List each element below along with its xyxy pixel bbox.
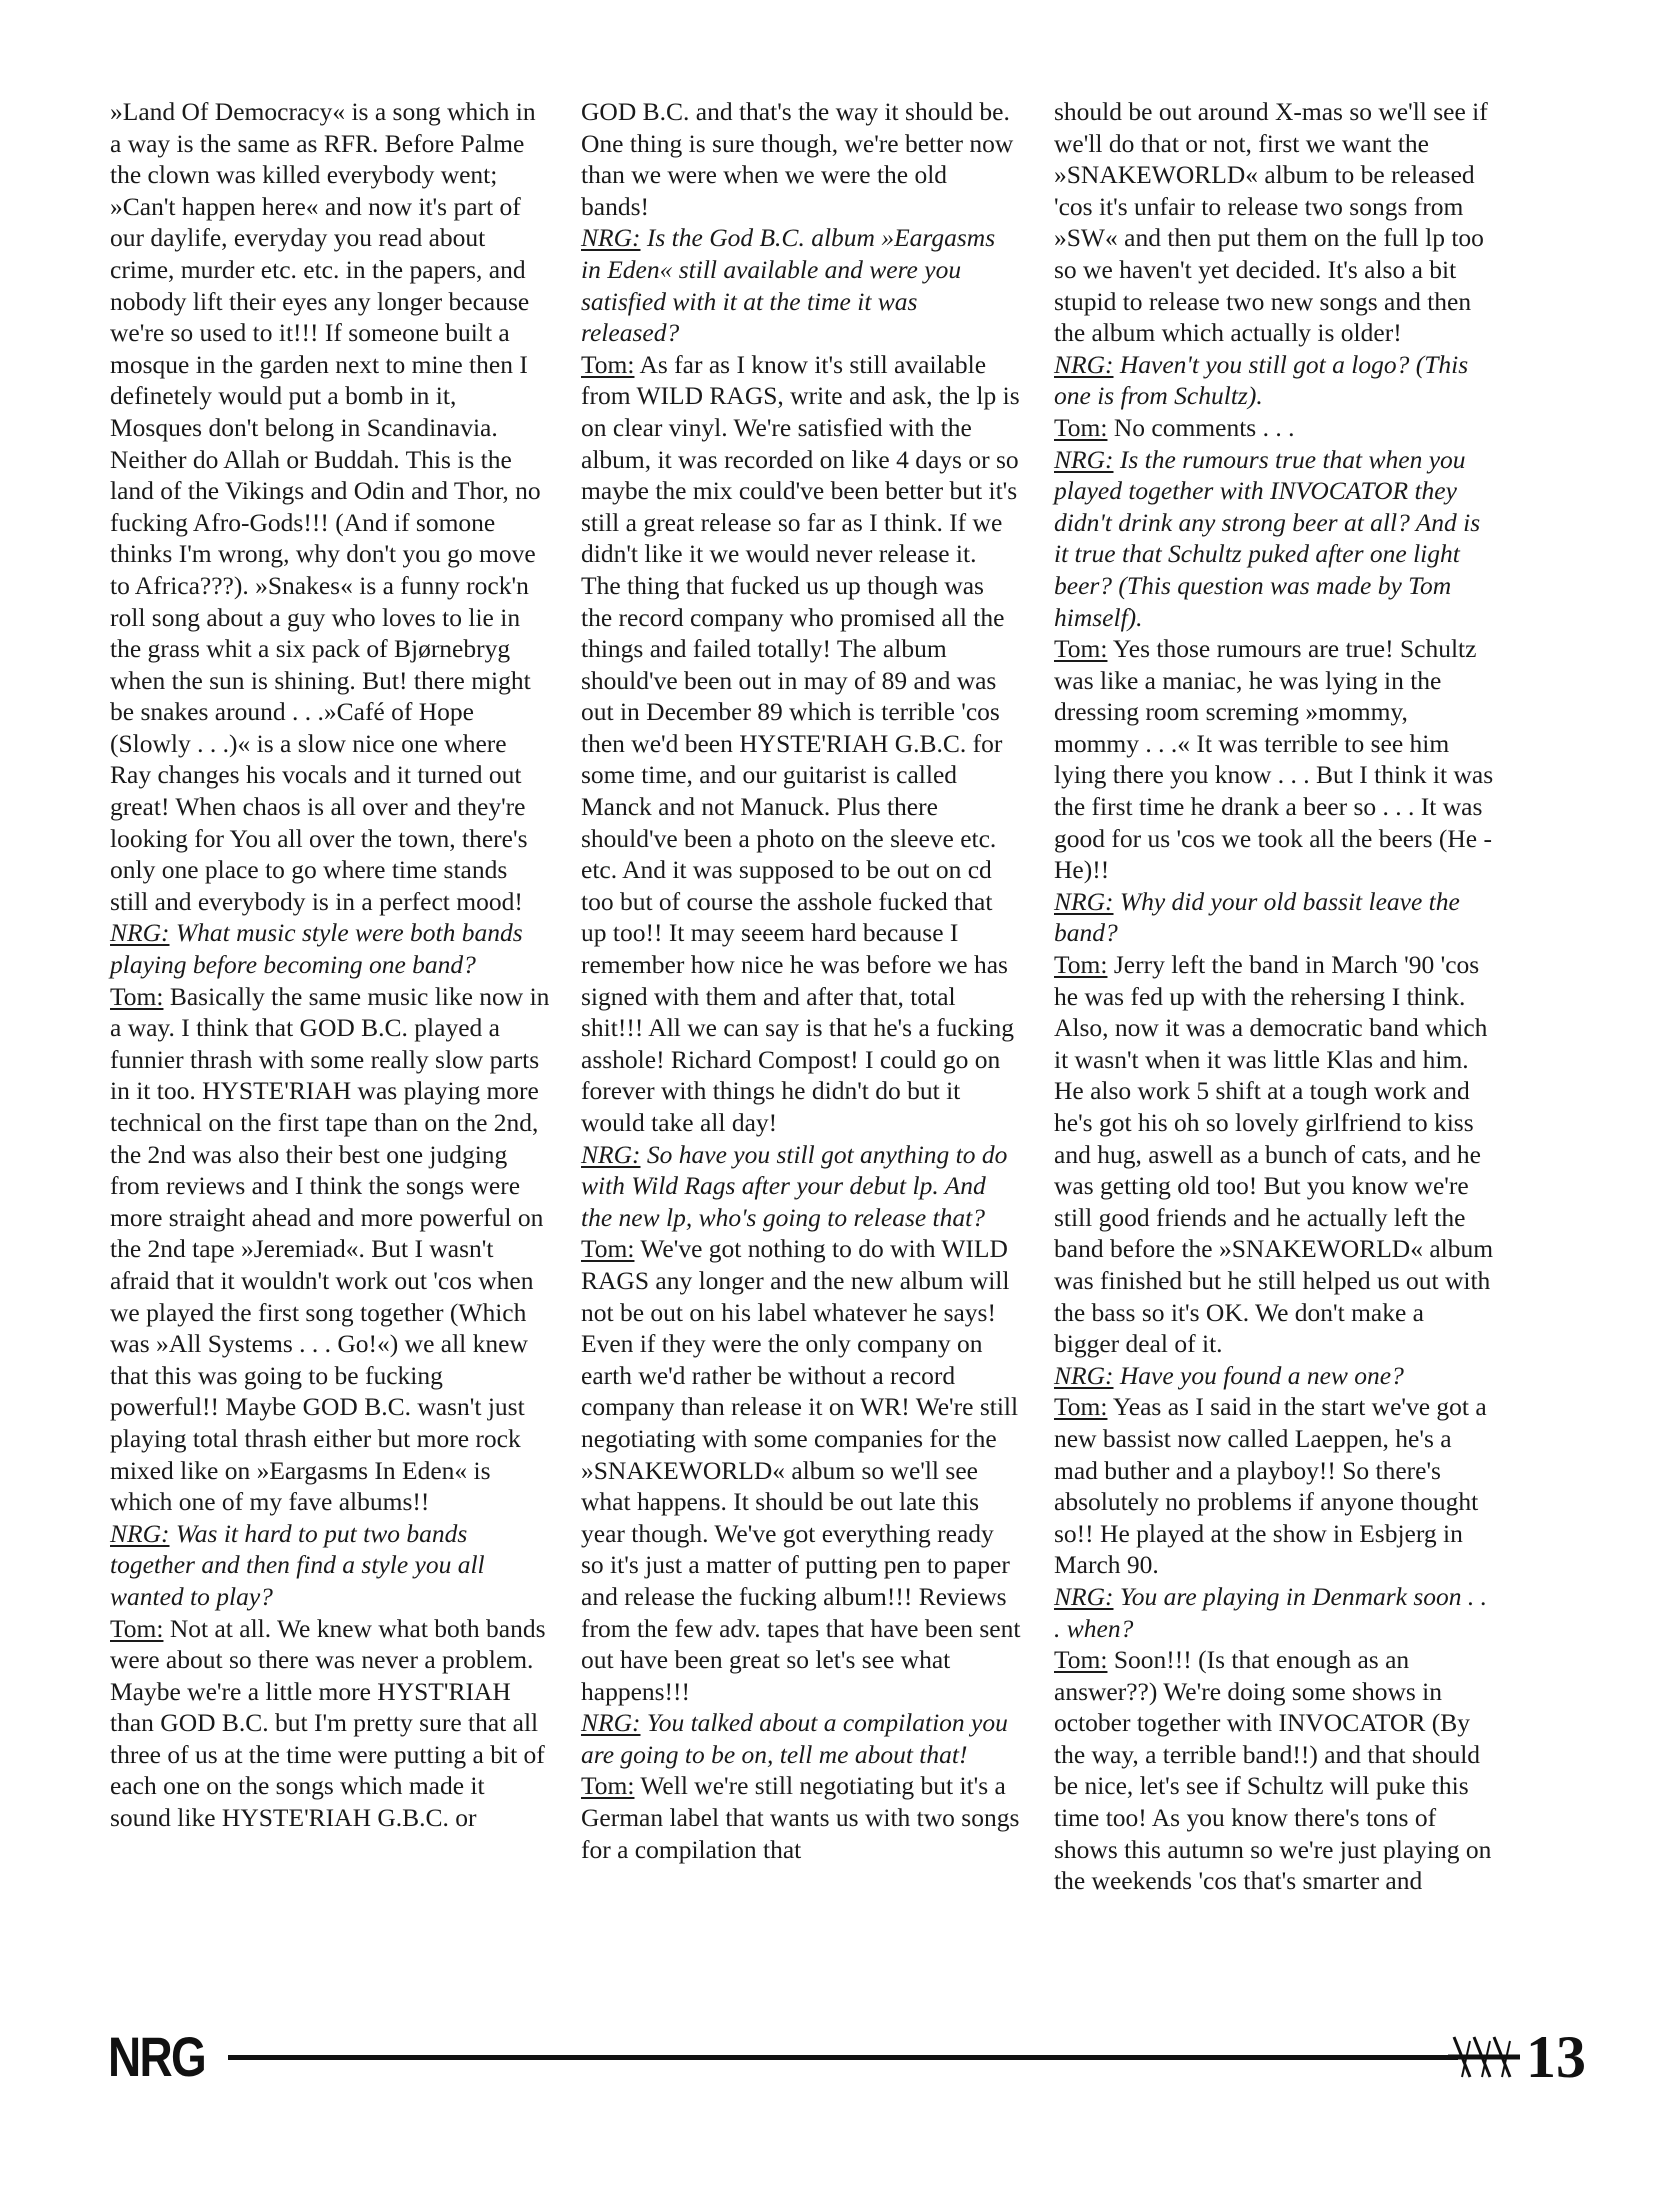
speaker-label: NRG: — [1054, 444, 1114, 474]
triple-x-ornament-icon — [1448, 2031, 1520, 2083]
speaker-label: NRG: — [581, 1139, 641, 1169]
interview-question — [1054, 886, 1494, 949]
question-text: Is the God B.C. album »Eargasms in Eden« still available and were you satisfied with it at the time it was released? — [581, 223, 996, 348]
speaker-label: NRG: — [581, 223, 641, 253]
answer-text: No comments . . . — [1113, 412, 1295, 442]
interview-question — [581, 222, 1021, 348]
question-text: Haven't you still got a logo? (This one is from Schultz). — [1054, 349, 1469, 411]
interview-question — [1054, 1581, 1494, 1644]
interview-answer — [581, 1770, 1021, 1865]
answer-text: Jerry left the band in March '90 'cos he was fed up with the rehersing I think. Also, now it was a democratic band which it wasn't when it was little Klas and him. He also work 5 shift at a tough work and he's got his oh so lovely girlfriend to kiss and hug, aswell as a bunch of cats, and he was getting old too! But you know we're still good friends and he actually left the band before the »SNAKEWORLD« album was finished but he still helped us out with the bass so it's OK. We don't make a bigger deal of it. — [1054, 950, 1494, 1359]
question-text: You are playing in Denmark soon . . . when? — [1054, 1581, 1488, 1643]
speaker-label: Tom: — [1054, 634, 1108, 664]
answer-text: Yeas as I said in the start we've got a new bassist now called Laeppen, he's a mad buther and a playboy!! So there's absolutely no problems if anyone thought so!! He played at the show in Esbjerg in March 90. — [1054, 1392, 1487, 1580]
body-paragraph: GOD B.C. and that's the way it should be. One thing is sure though, we're better now than we were when we were the old bands! — [581, 97, 1014, 221]
answer-text: Yes those rumours are true! Schultz was like a maniac, he was lying in the dressing room screming »mommy, mommy . . .« It was terrible to see him lying there you know . . . But I think it was the first time he drank a beer so . . . It was good for us 'cos we took all the beers (He - He)!! — [1054, 634, 1494, 885]
page-footer — [108, 2025, 1586, 2089]
interview-question — [1054, 349, 1494, 412]
interview-question — [110, 917, 550, 980]
column-3 — [1054, 96, 1494, 1897]
question-text: Was it hard to put two bands together and then find a style you all wanted to play? — [110, 1518, 485, 1611]
speaker-label: Tom: — [581, 1771, 635, 1801]
interview-answer — [581, 1233, 1021, 1707]
column-1 — [110, 96, 550, 1834]
question-text: Have you found a new one? — [1119, 1360, 1404, 1390]
answer-text: Well we're still negotiating but it's a German label that wants us with two songs for a compilation that — [581, 1771, 1020, 1864]
body-paragraph: should be out around X-mas so we'll see if we'll do that or not, first we want the »SNAKEWORLD« album to be released 'cos it's unfair to release two songs from »SW« and then put them on the full lp too so we haven't yet decided. It's also a bit stupid to release two new songs and then the album which actually is older! — [1054, 97, 1488, 348]
answer-text: We've got nothing to do with WILD RAGS any longer and the new album will not be out on his label whatever he says! Even if they were the only company on earth we'd rather be without a record company than release it on WR! We're still negotiating with some companies for the »SNAKEWORLD« album so we'll see what happens. It should be out late this year though. We've got everything ready so it's just a matter of putting pen to paper and release the fucking album!!! Reviews from the few adv. tapes that have been sent out have been great so let's see what happens!!! — [581, 1234, 1021, 1706]
speaker-label: Tom: — [110, 981, 164, 1011]
speaker-label: Tom: — [581, 349, 635, 379]
interview-answer — [1054, 633, 1494, 886]
speaker-label: Tom: — [1054, 1645, 1108, 1675]
speaker-label: NRG: — [1054, 349, 1114, 379]
answer-text: As far as I know it's still available from WILD RAGS, write and ask, the lp is on clear vinyl. We're satisfied with the album, it was recorded on like 4 days or so maybe the mix could've been better but it's still a great release so far as I think. If we didn't like it we would never release it. The thing that fucked us up though was the record company who promised all the things and failed totally! The album should've been out in may of 89 and was out in December 89 which is terrible 'cos then we'd been HYSTE'RIAH G.B.C. for some time, and our guitarist is called Manck and not Manuck. Plus there should've been a photo on the sleeve etc. etc. And it was supposed to be out on cd too but of course the asshole fucked that up too!! It may seeem hard because I remember how nice he was before we has signed with them and after that, total shit!!! All we can say is that he's a fucking asshole! Richard Compost! I could go on forever with things he didn't do but it would take all day! — [581, 349, 1020, 1137]
speaker-label: Tom: — [581, 1234, 635, 1264]
speaker-label: NRG: — [110, 1518, 170, 1548]
interview-question — [110, 1518, 550, 1613]
speaker-label: Tom: — [110, 1613, 164, 1643]
answer-text: Soon!!! (Is that enough as an answer??) We're doing some shows in october together with INVOCATOR (By the way, a terrible band!!) and that should be nice, let's see if Schultz will puke this time too! As you know there's tons of shows this autumn so we're just playing on the weekends 'cos that's smarter and — [1054, 1645, 1492, 1896]
interview-answer — [110, 1613, 550, 1834]
interview-question — [1054, 444, 1494, 634]
footer-rule — [228, 2055, 1458, 2060]
answer-text: Not at all. We knew what both bands were about so there was never a problem. Maybe we're a little more HYST'RIAH than GOD B.C. but I'm pretty sure that all three of us at the time were putting a bit of each one on the songs which made it sound like HYSTE'RIAH G.B.C. or — [110, 1613, 546, 1833]
nrg-logo: NRG — [108, 2025, 206, 2088]
speaker-label: NRG: — [1054, 1581, 1114, 1611]
interview-answer — [1054, 949, 1494, 1360]
interview-answer — [581, 349, 1021, 1139]
interview-question — [1054, 1360, 1494, 1392]
column-2 — [581, 96, 1021, 1865]
interview-question — [581, 1707, 1021, 1770]
speaker-label: NRG: — [110, 918, 170, 948]
speaker-label: NRG: — [1054, 1360, 1114, 1390]
interview-answer — [1054, 412, 1494, 444]
body-paragraph: »Land Of Democracy« is a song which in a way is the same as RFR. Before Palme the clown was killed everybody went; »Can't happen here« and now it's part of our daylife, everyday you read about crime, murder etc. etc. in the papers, and nobody lift their eyes any longer because we're so used to it!!! If someone built a mosque in the garden next to mine then I definetely would put a bomb in it, Mosques don't belong in Scandinavia. Neither do Allah or Buddah. This is the land of the Vikings and Odin and Thor, no fucking Afro-Gods!!! (And if somone thinks I'm wrong, why don't you go move to Africa???). »Snakes« is a funny rock'n roll song about a guy who loves to lie in the grass whit a six pack of Bjørnebryg when the sun is shining. But! there might be snakes around . . .»Café of Hope (Slowly . . .)« is a slow nice one where Ray changes his vocals and it turned out great! When chaos is all over and they're looking for You all over the town, there's only one place to go where time stands still and everybody is in a perfect mood! — [110, 97, 541, 916]
interview-answer — [110, 981, 550, 1518]
question-text: Why did your old bassit leave the band? — [1054, 886, 1460, 948]
question-text: Is the rumours true that when you played together with INVOCATOR they didn't drink any strong beer at all? And is it true that Schultz puked after one light beer? (This question was made by Tom himself). — [1054, 444, 1481, 632]
interview-answer — [1054, 1644, 1494, 1897]
speaker-label: Tom: — [1054, 950, 1108, 980]
speaker-label: NRG: — [581, 1708, 641, 1738]
speaker-label: NRG: — [1054, 886, 1114, 916]
question-text: So have you still got anything to do with Wild Rags after your debut lp. And the new lp, who's going to release that? — [581, 1139, 1008, 1232]
interview-question — [581, 1139, 1021, 1234]
speaker-label: Tom: — [1054, 412, 1108, 442]
page-number: 13 — [1526, 2024, 1586, 2090]
answer-text: Basically the same music like now in a way. I think that GOD B.C. played a funnier thrash with some really slow parts in it too. HYSTE'RIAH was playing more technical on the first tape than on the 2nd, the 2nd was also their best one judging from reviews and I think the songs were more straight ahead and more powerful on the 2nd tape »Jeremiad«. But I wasn't afraid that it wouldn't work out 'cos when we played the first song together (Which was »All Systems . . . Go!«) we all knew that this was going to be fucking powerful!! Maybe GOD B.C. wasn't just playing total thrash either but more rock mixed like on »Eargasms In Eden« is which one of my fave albums!! — [110, 981, 550, 1517]
question-text: You talked about a compilation you are going to be on, tell me about that! — [581, 1708, 1008, 1769]
speaker-label: Tom: — [1054, 1392, 1108, 1422]
interview-answer — [1054, 1391, 1494, 1581]
question-text: What music style were both bands playing before becoming one band? — [110, 918, 523, 980]
